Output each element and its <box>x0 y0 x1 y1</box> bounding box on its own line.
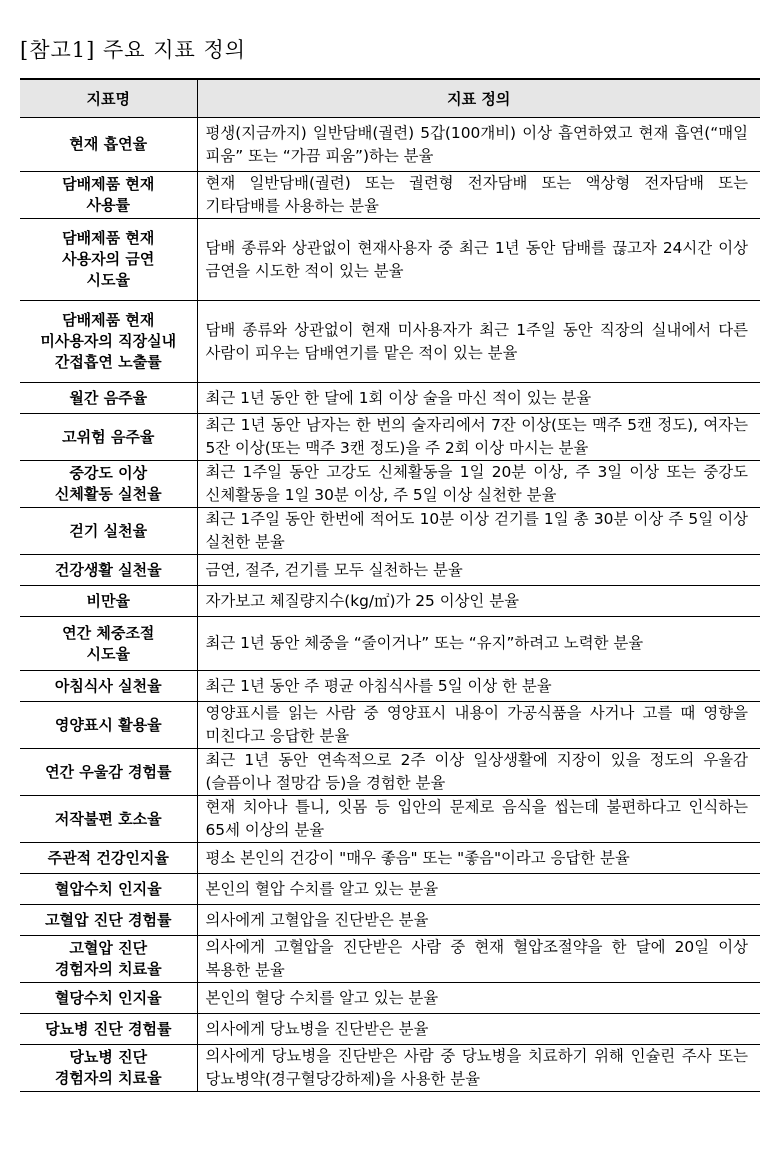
table-row <box>20 749 760 796</box>
indicator-name-cell: 영양표시 활용율 <box>20 702 197 749</box>
table-row <box>20 843 760 874</box>
indicator-definition-cell: 담배 종류와 상관없이 현재사용자 중 최근 1년 동안 담배를 끊고자 24시간 이상 금연을 시도한 적이 있는 분율 <box>197 219 760 301</box>
indicator-definition-cell: 의사에게 당뇨병을 진단받은 분율 <box>197 1014 760 1045</box>
indicator-name-cell: 고혈압 진단 경험률 <box>20 905 197 936</box>
indicator-definition-cell: 현재 치아나 틀니, 잇몸 등 입안의 문제로 음식을 씹는데 불편하다고 인식하는 65세 이상의 분율 <box>197 796 760 843</box>
indicator-name-cell: 현재 흡연율 <box>20 118 197 172</box>
table-row <box>20 508 760 555</box>
table-row <box>20 383 760 414</box>
table-row <box>20 702 760 749</box>
column-header-indicator-definition: 지표 정의 <box>197 79 760 118</box>
indicator-definition-cell: 담배 종류와 상관없이 현재 미사용자가 최근 1주일 동안 직장의 실내에서 다른 사람이 피우는 담배연기를 맡은 적이 있는 분율 <box>197 301 760 383</box>
indicator-name-cell: 건강생활 실천율 <box>20 555 197 586</box>
indicator-definition-cell: 본인의 혈압 수치를 알고 있는 분율 <box>197 874 760 905</box>
table-row <box>20 586 760 617</box>
indicator-definition-cell: 최근 1년 동안 주 평균 아침식사를 5일 이상 한 분율 <box>197 671 760 702</box>
indicator-definition-cell: 최근 1주일 동안 고강도 신체활동을 1일 20분 이상, 주 3일 이상 또는 중강도 신체활동을 1일 30분 이상, 주 5일 이상 실천한 분율 <box>197 461 760 508</box>
indicator-name-cell: 주관적 건강인지율 <box>20 843 197 874</box>
table-row <box>20 118 760 172</box>
indicator-name-cell: 연간 체중조절 시도율 <box>20 617 197 671</box>
indicator-definition-cell: 최근 1년 동안 남자는 한 번의 술자리에서 7잔 이상(또는 맥주 5캔 정도), 여자는 5잔 이상(또는 맥주 3캔 정도)을 주 2회 이상 마시는 분율 <box>197 414 760 461</box>
table-row <box>20 617 760 671</box>
indicator-definition-cell: 의사에게 당뇨병을 진단받은 사람 중 당뇨병을 치료하기 위해 인슐린 주사 또는 당뇨병약(경구혈당강하제)을 사용한 분율 <box>197 1045 760 1092</box>
table-header-row <box>20 79 760 118</box>
indicator-definition-cell: 영양표시를 읽는 사람 중 영양표시 내용이 가공식품을 사거나 고를 때 영향을 미친다고 응답한 분율 <box>197 702 760 749</box>
table-row <box>20 414 760 461</box>
table-row <box>20 936 760 983</box>
indicator-name-cell: 아침식사 실천율 <box>20 671 197 702</box>
indicator-definition-cell: 의사에게 고혈압을 진단받은 사람 중 현재 혈압조절약을 한 달에 20일 이상 복용한 분율 <box>197 936 760 983</box>
table-row <box>20 461 760 508</box>
table-row <box>20 874 760 905</box>
table-row <box>20 172 760 219</box>
indicator-name-cell: 고위험 음주율 <box>20 414 197 461</box>
indicator-name-cell: 비만율 <box>20 586 197 617</box>
indicator-table <box>20 78 760 1092</box>
indicator-name-cell: 담배제품 현재 사용자의 금연 시도율 <box>20 219 197 301</box>
table-row <box>20 905 760 936</box>
indicator-name-cell: 당뇨병 진단 경험률 <box>20 1014 197 1045</box>
table-row <box>20 555 760 586</box>
table-row <box>20 796 760 843</box>
page-title: [참고1] 주요 지표 정의 <box>20 38 247 62</box>
table-row <box>20 983 760 1014</box>
indicator-name-cell: 혈당수치 인지율 <box>20 983 197 1014</box>
indicator-definition-cell: 평소 본인의 건강이 "매우 좋음" 또는 "좋음"이라고 응답한 분율 <box>197 843 760 874</box>
indicator-name-cell: 당뇨병 진단 경험자의 치료율 <box>20 1045 197 1092</box>
indicator-definition-cell: 최근 1년 동안 한 달에 1회 이상 술을 마신 적이 있는 분율 <box>197 383 760 414</box>
indicator-name-cell: 고혈압 진단 경험자의 치료율 <box>20 936 197 983</box>
indicator-definition-cell: 최근 1년 동안 체중을 “줄이거나” 또는 “유지”하려고 노력한 분율 <box>197 617 760 671</box>
indicator-name-cell: 담배제품 현재 사용률 <box>20 172 197 219</box>
table-body <box>20 118 760 1092</box>
indicator-name-cell: 연간 우울감 경험률 <box>20 749 197 796</box>
indicator-definition-cell: 의사에게 고혈압을 진단받은 분율 <box>197 905 760 936</box>
indicator-definition-cell: 최근 1년 동안 연속적으로 2주 이상 일상생활에 지장이 있을 정도의 우울감(슬픔이나 절망감 등)을 경험한 분율 <box>197 749 760 796</box>
indicator-name-cell: 담배제품 현재 미사용자의 직장실내 간접흡연 노출률 <box>20 301 197 383</box>
indicator-definition-cell: 현재 일반담배(궐련) 또는 궐련형 전자담배 또는 액상형 전자담배 또는 기타담배를 사용하는 분율 <box>197 172 760 219</box>
indicator-name-cell: 혈압수치 인지율 <box>20 874 197 905</box>
table-row <box>20 1045 760 1092</box>
indicator-name-cell: 걷기 실천율 <box>20 508 197 555</box>
indicator-name-cell: 중강도 이상 신체활동 실천율 <box>20 461 197 508</box>
indicator-name-cell: 월간 음주율 <box>20 383 197 414</box>
table-row <box>20 671 760 702</box>
indicator-definition-cell: 자가보고 체질량지수(kg/㎡)가 25 이상인 분율 <box>197 586 760 617</box>
indicator-definition-cell: 본인의 혈당 수치를 알고 있는 분율 <box>197 983 760 1014</box>
column-header-indicator-name: 지표명 <box>20 79 197 118</box>
indicator-name-cell: 저작불편 호소율 <box>20 796 197 843</box>
indicator-definition-cell: 최근 1주일 동안 한번에 적어도 10분 이상 걷기를 1일 총 30분 이상 주 5일 이상 실천한 분율 <box>197 508 760 555</box>
indicator-definition-cell: 평생(지금까지) 일반담배(궐련) 5갑(100개비) 이상 흡연하였고 현재 흡연(“매일 피움” 또는 “가끔 피움”)하는 분율 <box>197 118 760 172</box>
indicator-definition-cell: 금연, 절주, 걷기를 모두 실천하는 분율 <box>197 555 760 586</box>
table-row <box>20 219 760 301</box>
table-row <box>20 301 760 383</box>
table-row <box>20 1014 760 1045</box>
